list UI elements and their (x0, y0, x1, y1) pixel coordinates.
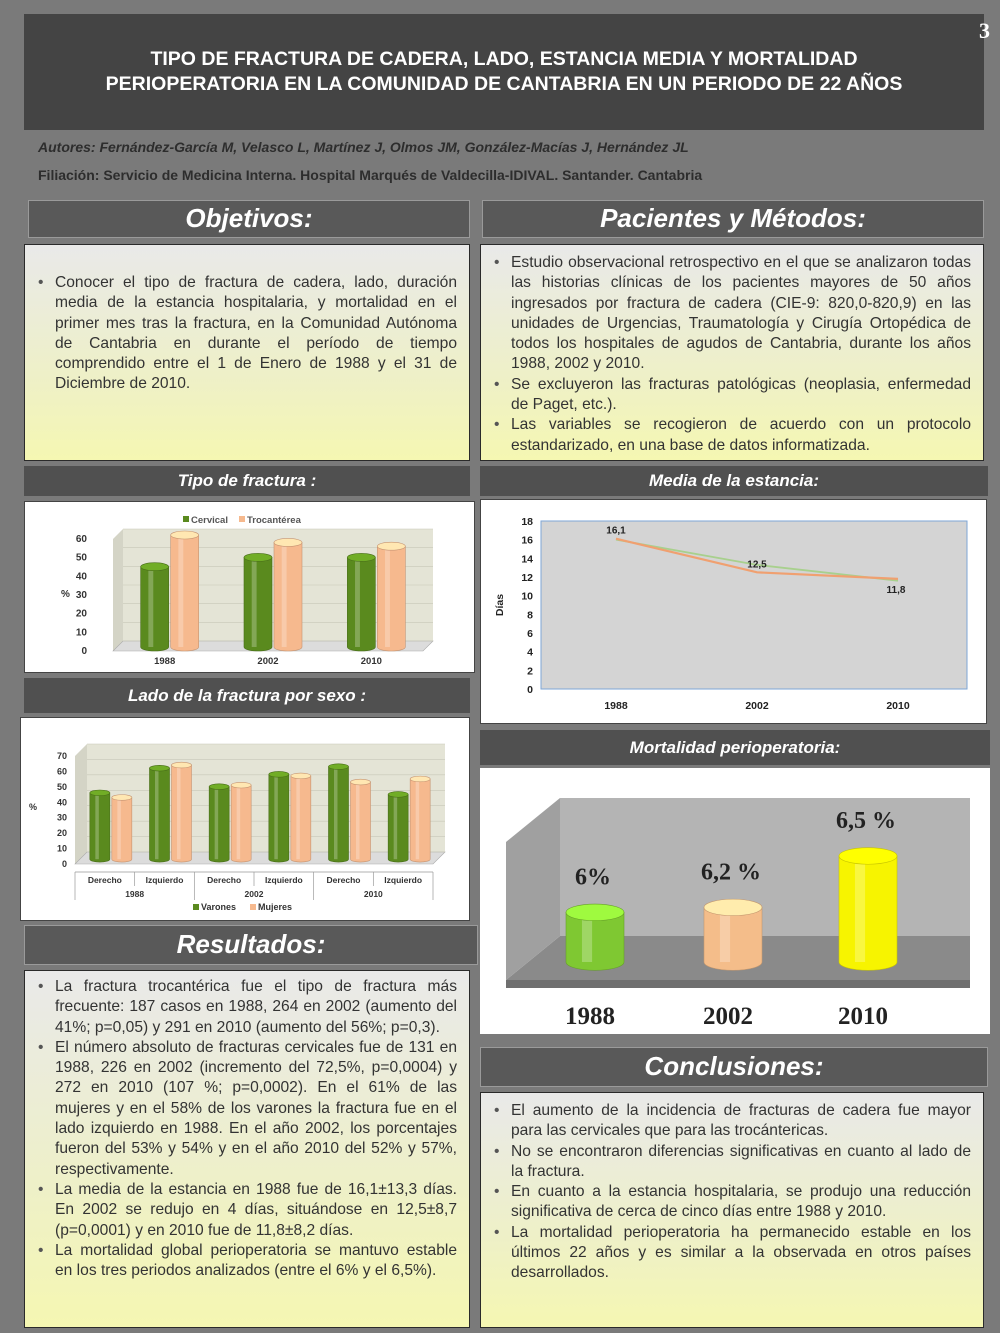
lado-fractura-chart (20, 717, 470, 921)
conclusiones-item: • El aumento de la incidencia de fracturas de cadera fue mayor para las cervicales que para las trocántericas. (511, 1101, 971, 1142)
bar-varones (90, 790, 110, 862)
bar-mujeres (172, 762, 192, 862)
chart-base-edge (506, 980, 970, 988)
bar-varones (329, 764, 349, 862)
conclusiones-item: • En cuanto a la estancia hospitalaria, se produjo una reducción significativa de cerca de cinco días entre 1988 y 2010. (511, 1182, 971, 1223)
y-tick-label: 40 (56, 797, 67, 808)
bar-varones (388, 792, 408, 863)
y-axis-label: Días (494, 593, 506, 617)
x-tick-label: 1988 (604, 700, 628, 712)
conclusiones-item: • No se encontraron diferencias significativas en cuanto al lado de la fractura. (511, 1142, 971, 1183)
y-tick-label: 12 (521, 572, 533, 584)
y-tick-label: 20 (56, 828, 67, 839)
bar-varones (269, 771, 289, 862)
data-label: 6,5 % (836, 807, 896, 834)
legend-label: Mujeres (258, 902, 293, 912)
y-tick-label: 0 (81, 646, 87, 657)
objetivos-box (24, 244, 470, 461)
title-line-2: PERIOPERATORIA EN LA COMUNIDAD DE CANTABRIA EN UN PERIODO DE 22 AÑOS (105, 73, 903, 95)
bar-mujeres (231, 782, 251, 862)
y-tick-label: 20 (75, 608, 87, 620)
mortalidad-heading: Mortalidad perioperatoria: (480, 730, 990, 765)
y-axis-label: % (61, 589, 70, 600)
chart-side-wall (113, 529, 123, 651)
mortalidad-chart (480, 768, 990, 1034)
metodos-box (480, 244, 984, 461)
bar-mujeres (410, 776, 430, 862)
affiliation: Filiación: Servicio de Medicina Interna. Hospital Marqués de Valdecilla-IDIVAL. Santander. Cantabria (38, 167, 703, 183)
tipo-fractura-heading: Tipo de fractura : (24, 466, 470, 496)
page-number: 3 (979, 18, 990, 43)
x-tick-label: Derecho (87, 875, 122, 885)
chart-side-wall (75, 744, 87, 864)
y-tick-label: 8 (527, 609, 533, 622)
bar-cervical (141, 563, 169, 651)
bar-cervical (347, 553, 375, 651)
x-tick-label: Izquierdo (264, 875, 303, 885)
y-axis-label: % (29, 802, 38, 812)
legend-swatch (183, 516, 189, 522)
y-tick-label: 60 (56, 766, 67, 777)
data-label: 6,2 % (701, 859, 761, 886)
objetivos-item: • Conocer el tipo de fractura de cadera, lado, duración media de la estancia hospitalaria, y mortalidad en el primer mes tras la fractura, en la Comunidad Autónoma de Cantabria en durante el período de tiempo comprendido entre el 1 de Enero de 1988 y el 31 de Diciembre de 2010. (55, 273, 457, 395)
bar-mujeres (351, 779, 371, 862)
y-tick-label: 10 (56, 843, 67, 854)
y-tick-label: 10 (75, 627, 87, 639)
resultados-item: • La media de la estancia en 1988 fue de 16,1±13,3 días. En 2002 se redujo en 4 días, situándose en 12,5±8,7 (p=0,0001) y en 2010 fue de 11,8±8,2 días. (55, 1180, 457, 1241)
y-tick-label: 14 (521, 553, 533, 566)
conclusiones-item: • La mortalidad perioperatoria ha permanecido estable en los últimos 22 años y es similar a la observada en otros países desarrollados. (511, 1223, 971, 1284)
x-group-label: 1988 (125, 889, 145, 899)
metodos-item: • Estudio observacional retrospectivo en el que se analizaron todas las historias clínicas de los pacientes mayores de 50 años ingresados por fractura de cadera (CIE-9: 820,0-820,9) en las unidades de Urgencias, Traumatología y Cirugía Ortopédica de todos los hospitales de agudos de Cantabria, durante los años 1988, 2002 y 2010. (511, 253, 971, 375)
x-tick-label: 2002 (745, 700, 769, 712)
y-tick-label: 16 (521, 534, 533, 547)
tipo-fractura-chart (24, 501, 475, 673)
legend-swatch (250, 904, 256, 910)
y-tick-label: 0 (527, 684, 533, 696)
estancia-heading: Media de la estancia: (480, 466, 988, 496)
legend-swatch (193, 904, 199, 910)
legend-label: Varones (201, 902, 237, 912)
estancia-chart (480, 499, 987, 724)
plot-area (541, 521, 967, 689)
y-tick-label: 0 (61, 859, 67, 869)
objetivos-heading: Objetivos: (28, 200, 470, 238)
bar-trocantérea (274, 538, 302, 651)
title-banner (24, 14, 984, 130)
y-tick-label: 50 (75, 552, 87, 564)
bar-trocantérea (377, 542, 405, 651)
y-tick-label: 30 (75, 590, 87, 601)
bar-mujeres (112, 795, 132, 862)
resultados-item: • El número absoluto de fracturas cervicales fue de 131 en 1988, 226 en 2002 (incremento del 72,5%, p=0,0004) y 272 en 2010 (107 %; p=0,0002). En el 61% de las mujeres y en el 58% de los varones la fractura fue en el lado izquierdo en 1988. En el año 2002, los porcentajes fueron del 53% y 54% y en el año 2010 del 52% y 57%, respectivamente. (55, 1038, 457, 1180)
y-tick-label: 18 (521, 516, 533, 528)
mortality-bar (704, 899, 762, 970)
y-tick-label: 2 (527, 665, 533, 678)
x-tick-label: 1988 (154, 656, 176, 667)
bar-varones (209, 784, 229, 862)
metodos-heading: Pacientes y Métodos: (482, 200, 984, 238)
bar-cervical (244, 553, 272, 651)
authors: Autores: Fernández-García M, Velasco L, Martínez J, Olmos JM, González-Macías J, Hernández JL (38, 139, 689, 155)
x-tick-label: 2010 (360, 656, 382, 667)
data-label: 16,1 (606, 525, 626, 537)
y-tick-label: 10 (521, 590, 533, 603)
data-label: 12,5 (747, 559, 767, 571)
x-tick-label: Izquierdo (384, 875, 423, 885)
y-tick-label: 60 (75, 534, 87, 545)
bar-mujeres (291, 773, 311, 862)
conclusiones-heading: Conclusiones: (480, 1047, 988, 1087)
x-tick-label: 2010 (838, 1003, 888, 1030)
metodos-item: • Las variables se recogieron de acuerdo con un protocolo estandarizado, en una base de datos informatizada. (511, 415, 971, 456)
resultados-box (24, 970, 470, 1328)
data-label: 11,8 (886, 584, 906, 596)
y-tick-label: 4 (527, 646, 533, 659)
x-tick-label: 2002 (703, 1003, 753, 1030)
x-tick-label: 1988 (565, 1003, 615, 1030)
legend-label: Cervical (191, 515, 228, 526)
x-group-label: 2010 (363, 889, 383, 899)
bar-varones (150, 765, 170, 862)
y-tick-label: 50 (56, 781, 67, 792)
legend-label: Trocantérea (247, 515, 301, 526)
y-tick-label: 6 (527, 628, 533, 640)
data-label: 6% (575, 864, 611, 891)
mortality-bar (839, 848, 897, 971)
x-group-label: 2002 (244, 889, 264, 899)
resultados-heading: Resultados: (24, 925, 478, 965)
x-tick-label: Derecho (326, 875, 361, 885)
y-tick-label: 30 (56, 812, 67, 823)
metodos-item: • Se excluyeron las fracturas patológicas (neoplasia, enfermedad de Paget, etc.). (511, 375, 971, 416)
legend-swatch (239, 516, 245, 522)
resultados-item: • La mortalidad global perioperatoria se mantuvo estable en los tres periodos analizados (entre el 6% y el 6,5%). (55, 1241, 457, 1282)
y-tick-label: 40 (75, 571, 87, 583)
mortality-bar (566, 904, 624, 970)
x-tick-label: Izquierdo (145, 875, 184, 885)
x-tick-label: 2002 (257, 656, 279, 667)
lado-fractura-heading: Lado de la fractura por sexo : (24, 678, 470, 713)
y-tick-label: 70 (56, 751, 67, 761)
x-tick-label: Derecho (207, 875, 242, 885)
title-line-1: TIPO DE FRACTURA DE CADERA, LADO, ESTANCIA MEDIA Y MORTALIDAD (150, 48, 858, 70)
x-tick-label: 2010 (886, 700, 910, 712)
resultados-item: • La fractura trocantérica fue el tipo de fractura más frecuente: 187 casos en 1988, 264 en 2002 (aumento del 41%; p=0,05) y 291 en 2010 (aumento del 56%; p=0,3). (55, 977, 457, 1038)
conclusiones-box (480, 1092, 984, 1328)
bar-trocantérea (171, 531, 199, 651)
